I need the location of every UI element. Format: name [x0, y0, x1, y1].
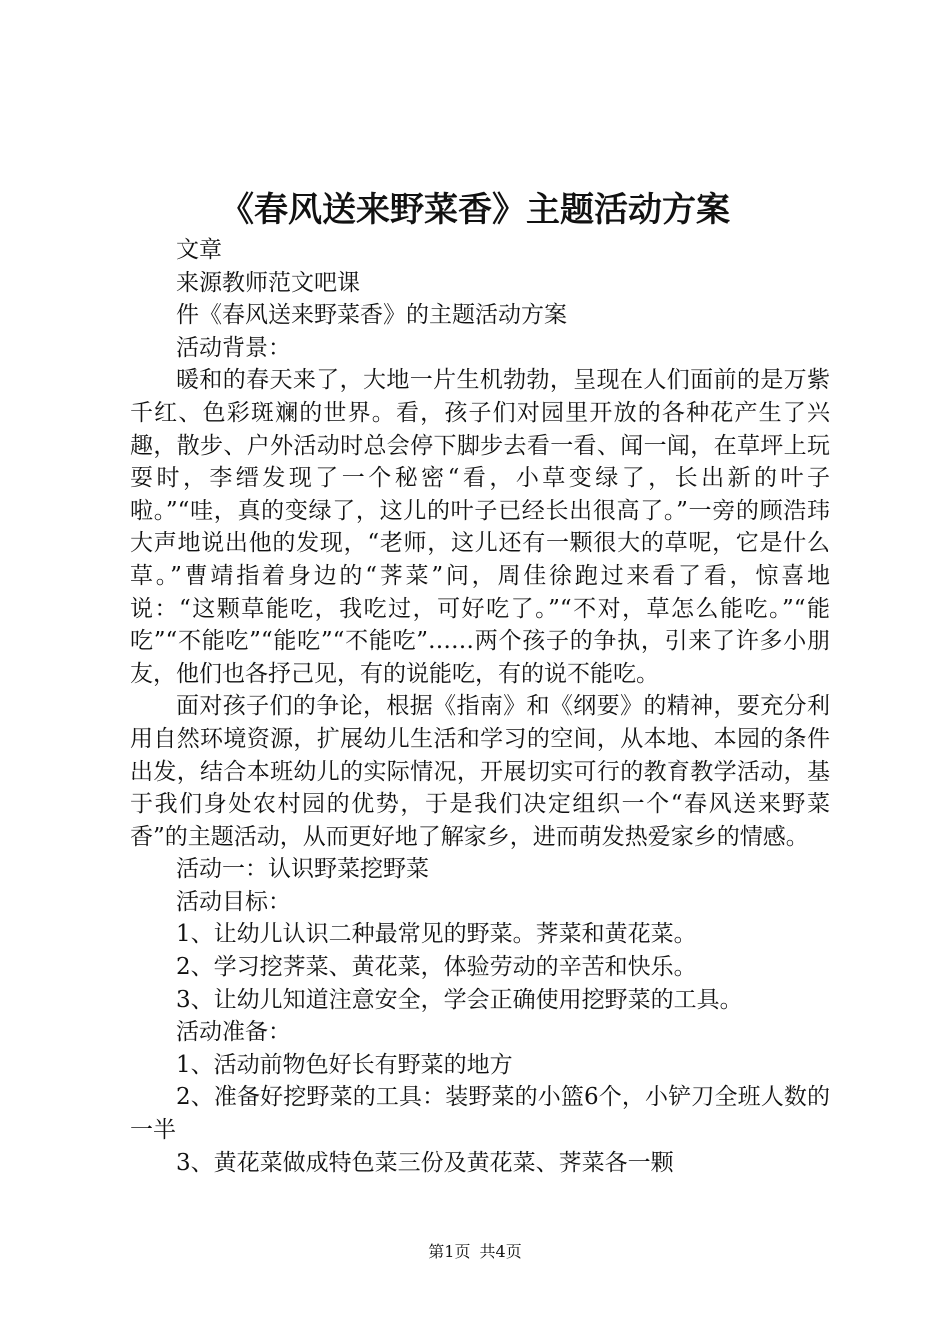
section-heading: 活动背景：	[176, 334, 291, 361]
page-footer	[0, 1241, 950, 1263]
page-number: 第1页	[428, 1242, 471, 1261]
paragraph: 暖和的春天来了，大地一片生机勃勃，呈现在人们面前的是万紫千红、色彩斑斓的世界。看，孩子们对园里开放的各种花产生了兴趣，散步、户外活动时总会停下脚步去看一看、闻一闻，在草坪上玩耍时，李缙发现了一个秘密“看，小草变绿了，长出新的叶子啦。”“哇，真的变绿了，这儿的叶子已经长出很高了。”一旁的顾浩玮大声地说出他的发现，“老师，这儿还有一颗很大的草呢，它是什么草。”曹靖指着身边的“荠菜”问，周佳徐跑过来看了看，惊喜地说：“这颗草能吃，我吃过，可好吃了。”“不对，草怎么能吃。”“能吃”“不能吃”“能吃”“不能吃”……两个孩子的争执，引来了许多小朋友，他们也各抒己见，有的说能吃，有的说不能吃。	[130, 367, 830, 687]
list-item: 1、让幼儿认识二种最常见的野菜。荠菜和黄花菜。	[176, 921, 697, 948]
paragraph: 文章	[176, 237, 222, 263]
section-heading: 活动目标：	[176, 888, 291, 915]
paragraph: 面对孩子们的争论，根据《指南》和《纲要》的精神，要充分利用自然环境资源，扩展幼儿生活和学习的空间，从本地、本园的条件出发，结合本班幼儿的实际情况，开展切实可行的教育教学活动，基于我们身处农村园的优势，于是我们决定组织一个“春风送来野菜香”的主题活动，从而更好地了解家乡，进而萌发热爱家乡的情感。	[130, 693, 830, 850]
document-title: 《春风送来野菜香》主题活动方案	[220, 190, 730, 230]
paragraph: 来源教师范文吧课	[176, 269, 360, 296]
section-heading: 活动一：认识野菜挖野菜	[176, 856, 429, 883]
document-body	[130, 234, 830, 1179]
list-item: 3、黄花菜做成特色菜三份及黄花菜、荠菜各一颗	[176, 1149, 674, 1176]
list-item: 3、让幼儿知道注意安全，学会正确使用挖野菜的工具。	[176, 986, 743, 1013]
list-item: 2、准备好挖野菜的工具：装野菜的小篮6个，小铲刀全班人数的一半	[130, 1084, 830, 1144]
page-total: 共4页	[479, 1242, 522, 1261]
paragraph: 件《春风送来野菜香》的主题活动方案	[176, 302, 567, 329]
section-heading: 活动准备：	[176, 1019, 291, 1046]
list-item: 2、学习挖荠菜、黄花菜，体验劳动的辛苦和快乐。	[176, 954, 697, 981]
list-item: 1、活动前物色好长有野菜的地方	[176, 1051, 513, 1078]
